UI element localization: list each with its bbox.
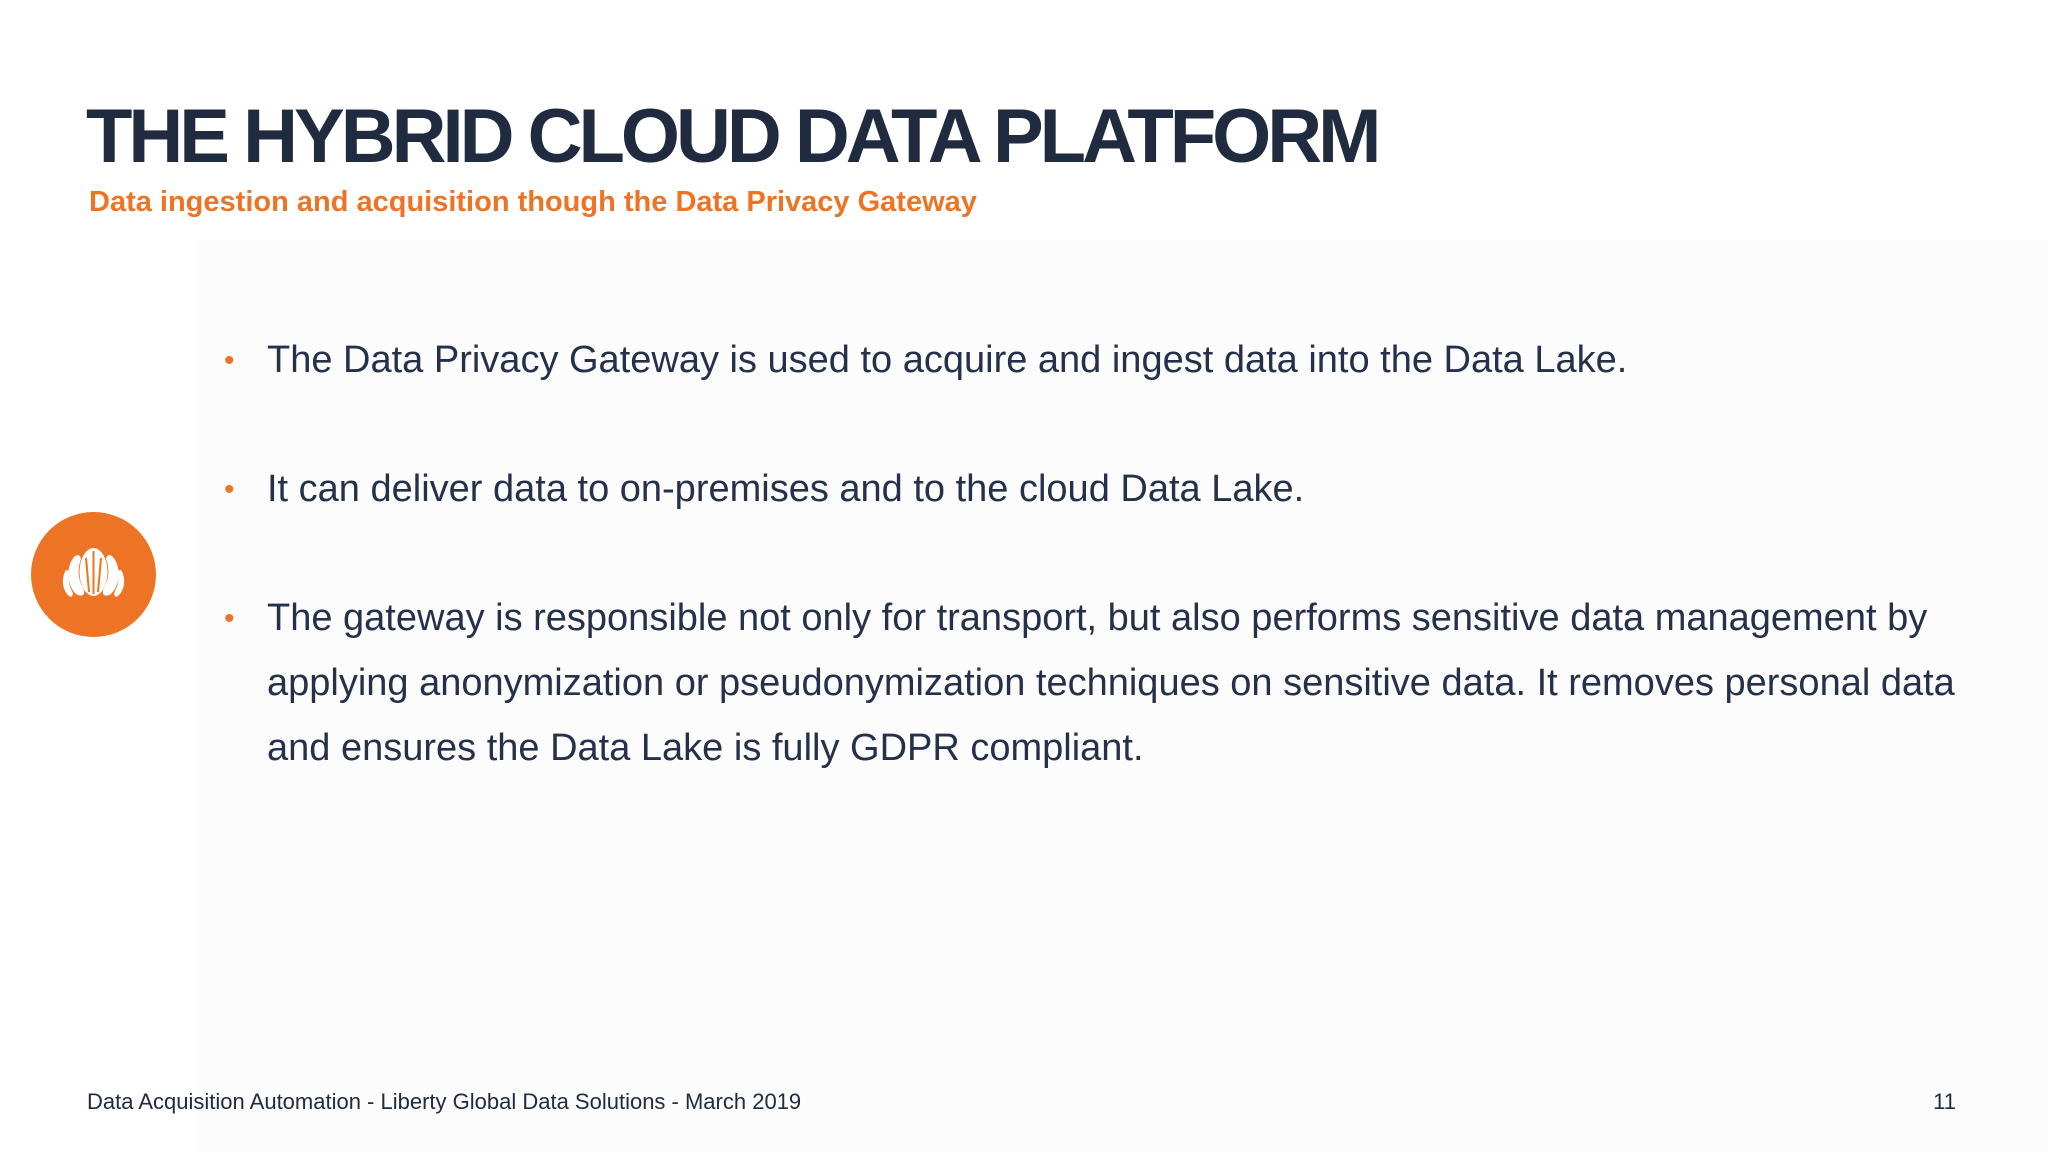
page-number: 11	[1933, 1089, 1956, 1114]
slide-subtitle: Data ingestion and acquisition though the Data Privacy Gateway	[89, 186, 977, 218]
list-item	[224, 457, 1964, 522]
footer-text: Data Acquisition Automation - Liberty Global Data Solutions - March 2019	[87, 1089, 802, 1114]
bullet-marker: •	[224, 473, 235, 506]
list-item	[224, 328, 1964, 393]
bullet-marker: •	[224, 602, 235, 635]
bullet-marker: •	[224, 344, 235, 377]
list-item	[224, 586, 1964, 781]
bullet-text: It can deliver data to on-premises and to the cloud Data Lake.	[267, 468, 1305, 510]
liberty-global-logo-icon	[31, 512, 156, 637]
slide-title: THE HYBRID CLOUD DATA PLATFORM	[86, 94, 1378, 179]
bullet-text: The gateway is responsible not only for transport, but also performs sensitive data management by applying anonymization or pseudonymization techniques on sensitive data. It removes personal data and ensures the Data Lake is fully GDPR compliant.	[267, 597, 1955, 769]
bullet-text: The Data Privacy Gateway is used to acquire and ingest data into the Data Lake.	[267, 339, 1628, 381]
